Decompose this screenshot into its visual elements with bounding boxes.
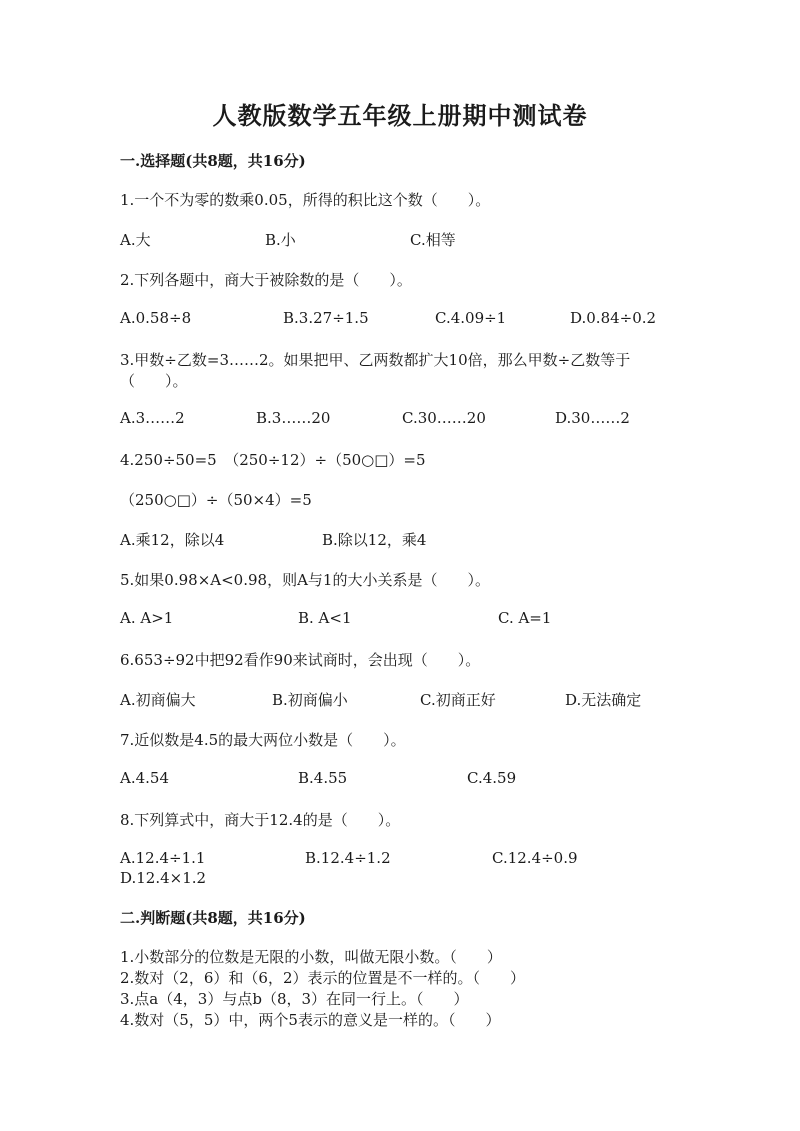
question-5: 5.如果0.98×A<0.98，则A与1的大小关系是（ ）。 <box>120 571 490 589</box>
q2-option-c: C.4.09÷1 <box>435 309 507 327</box>
q5-option-a: A. A>1 <box>120 609 174 627</box>
question-1: 1.一个不为零的数乘0.05，所得的积比这个数（ ）。 <box>120 191 491 209</box>
q3-option-b: B.3……20 <box>256 409 331 427</box>
question-8: 8.下列算式中，商大于12.4的是（ ）。 <box>120 811 401 829</box>
section-heading-judgement: 二.判断题(共8题，共16分) <box>120 909 306 927</box>
q8-option-d: D.12.4×1.2 <box>120 869 207 887</box>
q1-option-a: A.大 <box>120 231 151 249</box>
section-heading-choice: 一.选择题(共8题，共16分) <box>120 152 306 170</box>
q2-option-a: A.0.58÷8 <box>120 309 192 327</box>
q4-option-a: A.乘12，除以4 <box>120 531 225 549</box>
q7-option-c: C.4.59 <box>467 769 517 787</box>
judgement-item-3: 3.点a（4，3）与点b（8，3）在同一行上。（ ） <box>120 990 469 1008</box>
q2-option-b: B.3.27÷1.5 <box>283 309 369 327</box>
q3-option-c: C.30……20 <box>402 409 486 427</box>
q6-option-c: C.初商正好 <box>420 691 496 709</box>
q8-option-b: B.12.4÷1.2 <box>305 849 391 867</box>
q6-option-a: A.初商偏大 <box>120 691 196 709</box>
q6-option-b: B.初商偏小 <box>272 691 348 709</box>
judgement-item-4: 4.数对（5，5）中，两个5表示的意义是一样的。（ ） <box>120 1011 501 1029</box>
question-2: 2.下列各题中，商大于被除数的是（ ）。 <box>120 271 412 289</box>
q5-option-c: C. A=1 <box>498 609 552 627</box>
q1-option-c: C.相等 <box>410 231 456 249</box>
q2-option-d: D.0.84÷0.2 <box>570 309 657 327</box>
question-4-line-2: （250○□）÷（50×4）=5 <box>120 491 312 509</box>
q6-option-d: D.无法确定 <box>565 691 642 709</box>
q3-option-d: D.30……2 <box>555 409 630 427</box>
judgement-item-1: 1.小数部分的位数是无限的小数，叫做无限小数。（ ） <box>120 948 502 966</box>
q4-option-b: B.除以12，乘4 <box>322 531 427 549</box>
page-title: 人教版数学五年级上册期中测试卷 <box>212 101 588 130</box>
q5-option-b: B. A<1 <box>298 609 352 627</box>
q7-option-b: B.4.55 <box>298 769 348 787</box>
q7-option-a: A.4.54 <box>120 769 169 787</box>
question-7: 7.近似数是4.5的最大两位小数是（ ）。 <box>120 731 406 749</box>
q8-option-a: A.12.4÷1.1 <box>120 849 206 867</box>
q3-option-a: A.3……2 <box>120 409 185 427</box>
question-3-line-2: （ ）。 <box>120 372 188 390</box>
q1-option-b: B.小 <box>265 231 296 249</box>
question-4-line-1: 4.250÷50=5 （250÷12）÷（50○□）=5 <box>120 451 426 469</box>
judgement-item-2: 2.数对（2，6）和（6，2）表示的位置是不一样的。（ ） <box>120 969 525 987</box>
q8-option-c: C.12.4÷0.9 <box>492 849 578 867</box>
question-6: 6.653÷92中把92看作90来试商时，会出现（ ）。 <box>120 651 481 669</box>
question-3-line-1: 3.甲数÷乙数=3……2。如果把甲、乙两数都扩大10倍，那么甲数÷乙数等于 <box>120 351 631 369</box>
